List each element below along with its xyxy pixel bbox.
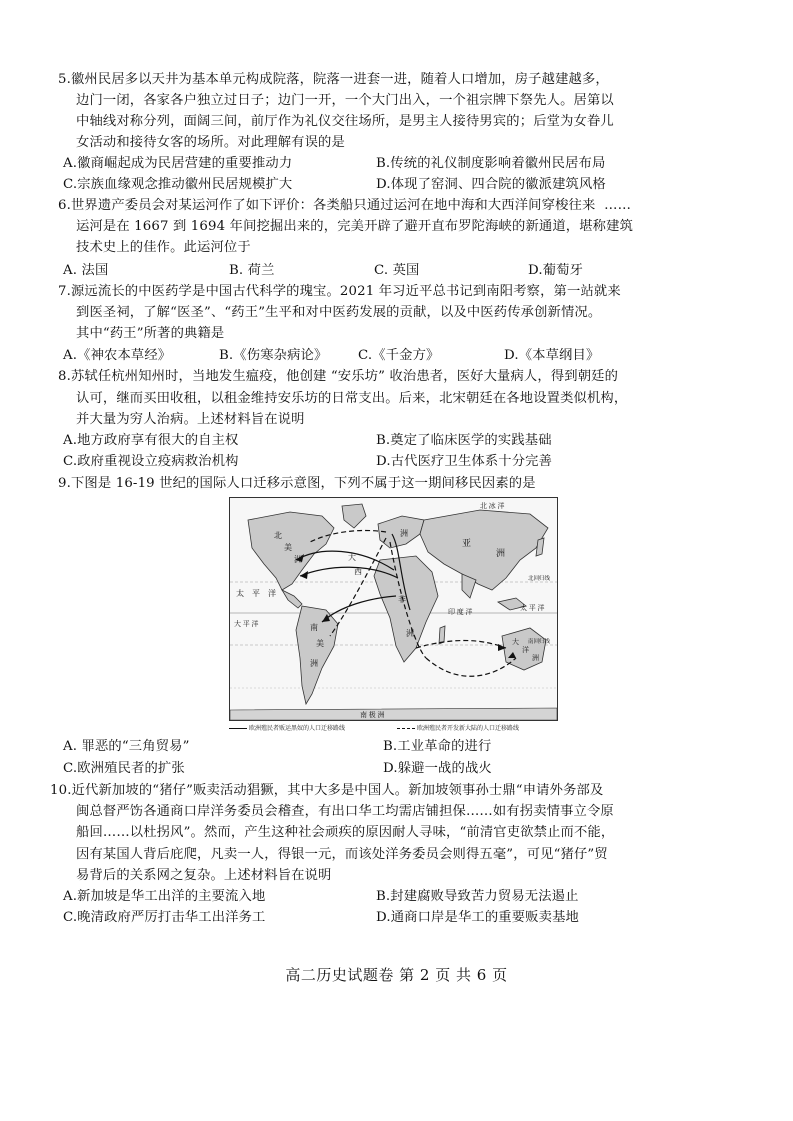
legend-settler-route-label: 欧洲殖民者开发新大陆的人口迁移路线	[417, 725, 520, 732]
q6-stem-line-3: 技术史上的佳作。此运河位于	[76, 240, 251, 255]
label-sa-3: 洲	[310, 659, 318, 668]
label-tropic-south: 南回归线	[528, 639, 551, 645]
q10-stem-line-3: 船回……以杜拐风”。然而，产生这种社会顽疾的原因耐人寻味，“前清官吏欲禁止而不能，	[76, 825, 615, 840]
legend-dashed-line-icon	[397, 728, 415, 729]
label-na-1: 北	[274, 531, 282, 540]
q7-stem-line-2: 到医圣祠，了解“医圣”、“药王”生平和对中医药发展的贡献，以及中医药传承创新情况。	[76, 305, 602, 320]
world-map-figure	[230, 498, 557, 720]
q9-option-c: C.欧洲殖民者的扩张	[63, 761, 185, 776]
q10-option-c: C.晚清政府严厉打击华工出洋务工	[63, 910, 266, 925]
legend-solid-line-icon	[229, 728, 247, 729]
label-africa-2: 洲	[406, 629, 414, 638]
label-na-3: 洲	[294, 555, 302, 564]
q7-option-c: C.《千金方》	[358, 348, 440, 363]
label-tropic-north: 北回归线	[528, 576, 551, 582]
q6-option-c: C. 英国	[374, 263, 420, 278]
q10-stem-line-2: 闽总督严饬各通商口岸洋务委员会稽查，有出口华工均需店铺担保……如有拐卖情事立令原	[76, 804, 614, 819]
q6-stem-line-1: 6.世界遗产委员会对某运河作了如下评价：各类船只通过运河在地中海和大西洋间穿梭往来 ……	[58, 198, 632, 213]
page-footer: 高二历史试题卷 第 2 页 共 6 页	[285, 966, 508, 984]
legend-slave-route	[229, 723, 345, 735]
q6-option-d: D.葡萄牙	[528, 263, 584, 278]
greenland-shape	[342, 504, 366, 528]
q9-stem-line-1: 9.下图是 16-19 世纪的国际人口迁移示意图，下列不属于这一期间移民因素的是	[58, 476, 536, 491]
q10-stem-line-1: 10.近代新加坡的“猪仔”贩卖活动猖獗，其中大多是中国人。新加坡领事孙士鼎“申请外务部及	[50, 783, 604, 798]
label-atlantic: 大	[348, 553, 356, 562]
antarctica-shape	[230, 708, 557, 720]
map-legend	[229, 723, 559, 735]
route-to-australia	[426, 658, 516, 676]
q7-stem-line-3: 其中“药王”所著的典籍是	[76, 326, 225, 341]
q7-option-b: B.《伤寒杂病论》	[219, 348, 328, 363]
q10-stem-line-5: 易背后的关系网之复杂。上述材料旨在说明	[76, 868, 332, 883]
label-pacific-e: 太 平 洋	[520, 604, 545, 612]
label-atlantic-2: 西	[354, 567, 362, 576]
south-america-shape	[296, 606, 338, 704]
q5-stem-line-1: 5.徽州民居多以天井为基本单元构成院落，院落一进套一进，随着人口增加，房子越建越多，	[58, 72, 609, 87]
q8-option-a: A.地方政府享有很大的自主权	[63, 433, 239, 448]
route-indian-ocean	[416, 641, 506, 649]
q5-option-a: A.徽商崛起成为民居营建的重要推动力	[63, 156, 293, 171]
q8-option-d: D.古代医疗卫生体系十分完善	[376, 454, 553, 469]
q5-option-c: C.宗族血缘观念推动徽州民居规模扩大	[63, 177, 293, 192]
q6-option-a: A. 法国	[63, 263, 109, 278]
q5-stem-line-2: 边门一闭，各家各户独立过日子；边门一开，一个大门出入，一个祖宗牌下祭先人。居第以	[76, 93, 614, 108]
q5-option-b: B.传统的礼仪制度影响着徽州民居布局	[376, 156, 606, 171]
q9-option-d: D.躲避一战的战火	[383, 761, 492, 776]
label-na-2: 美	[284, 543, 292, 552]
q6-stem-line-2: 运河是在 1667 到 1694 年间挖掘出来的，完美开辟了避开直布罗陀海峡的新通道，堪称建筑	[76, 219, 634, 234]
q5-option-d: D.体现了窑洞、四合院的徽派建筑风格	[376, 177, 606, 192]
label-pacific-w2: 平	[252, 589, 260, 598]
q10-stem-line-4: 因有某国人背后庇爬，凡卖一人，得银一元，而该处洋务委员会则得五毫”，可见“猪仔”贸	[76, 847, 608, 862]
q10-option-d: D.通商口岸是华工的重要贩卖基地	[376, 910, 579, 925]
label-asia-2: 洲	[496, 548, 506, 558]
q8-stem-line-2: 认可，继而买田收租，以租金维持安乐坊的日常支出。后来，北宋朝廷在各地设置类似机构，	[76, 391, 628, 406]
legend-settler-route	[397, 723, 519, 735]
q5-stem-line-3: 中轴线对称分列，面阔三间，前厅作为礼仪交往场所，是男主人接待男宾的；后堂为女眷儿	[76, 114, 614, 129]
q5-stem-line-4: 女活动和接待女客的场所。对此理解有误的是	[76, 135, 345, 150]
legend-slave-route-label: 欧洲殖民者贩运黑奴的人口迁移路线	[249, 725, 346, 732]
label-sa-1: 南	[310, 623, 318, 632]
q9-option-a: A. 罪恶的“三角贸易”	[63, 739, 190, 754]
label-europe: 洲	[400, 529, 408, 538]
label-pacific-w3: 洋	[268, 589, 276, 598]
q7-stem-line-1: 7.源远流长的中医药学是中国古代科学的瑰宝。2021 年习近平总书记到南阳考察，第一站就来	[58, 284, 621, 299]
label-sa-2: 美	[316, 639, 324, 648]
q8-stem-line-3: 并大量为穷人治病。上述材料旨在说明	[76, 412, 305, 427]
q10-option-a: A.新加坡是华工出洋的主要流入地	[63, 889, 266, 904]
q8-option-c: C.政府重视设立疫病救治机构	[63, 454, 239, 469]
label-antarctica: 南 极 洲	[360, 711, 385, 719]
label-oceania-1: 大	[512, 638, 519, 646]
label-pacific-w: 太	[236, 589, 244, 598]
q6-option-b: B. 荷兰	[229, 263, 275, 278]
q8-option-b: B.奠定了临床医学的实践基础	[376, 433, 552, 448]
label-oceania-3: 洲	[532, 654, 539, 662]
label-oceania-2: 洋	[522, 646, 529, 654]
label-indian-ocean: 印 度 洋	[448, 608, 473, 616]
q8-stem-line-1: 8.苏轼任杭州知州时，当地发生瘟疫，他创建 “安乐坊” 收治患者，医好大量病人，得到朝廷的	[58, 369, 619, 384]
q10-option-b: B.封建腐败导致苦力贸易无法遏止	[376, 889, 579, 904]
label-north-ocean: 北 冰 洋	[480, 502, 505, 510]
q7-option-d: D.《本草纲目》	[504, 348, 600, 363]
central-america-shape	[282, 590, 302, 608]
migration-map	[229, 497, 558, 721]
q7-option-a: A.《神农本草经》	[63, 348, 172, 363]
q9-option-b: B.工业革命的进行	[383, 739, 492, 754]
label-pacific-e2: 大 平 洋	[234, 620, 259, 628]
label-asia-1: 亚	[462, 538, 472, 548]
label-africa-1: 非	[398, 595, 406, 604]
